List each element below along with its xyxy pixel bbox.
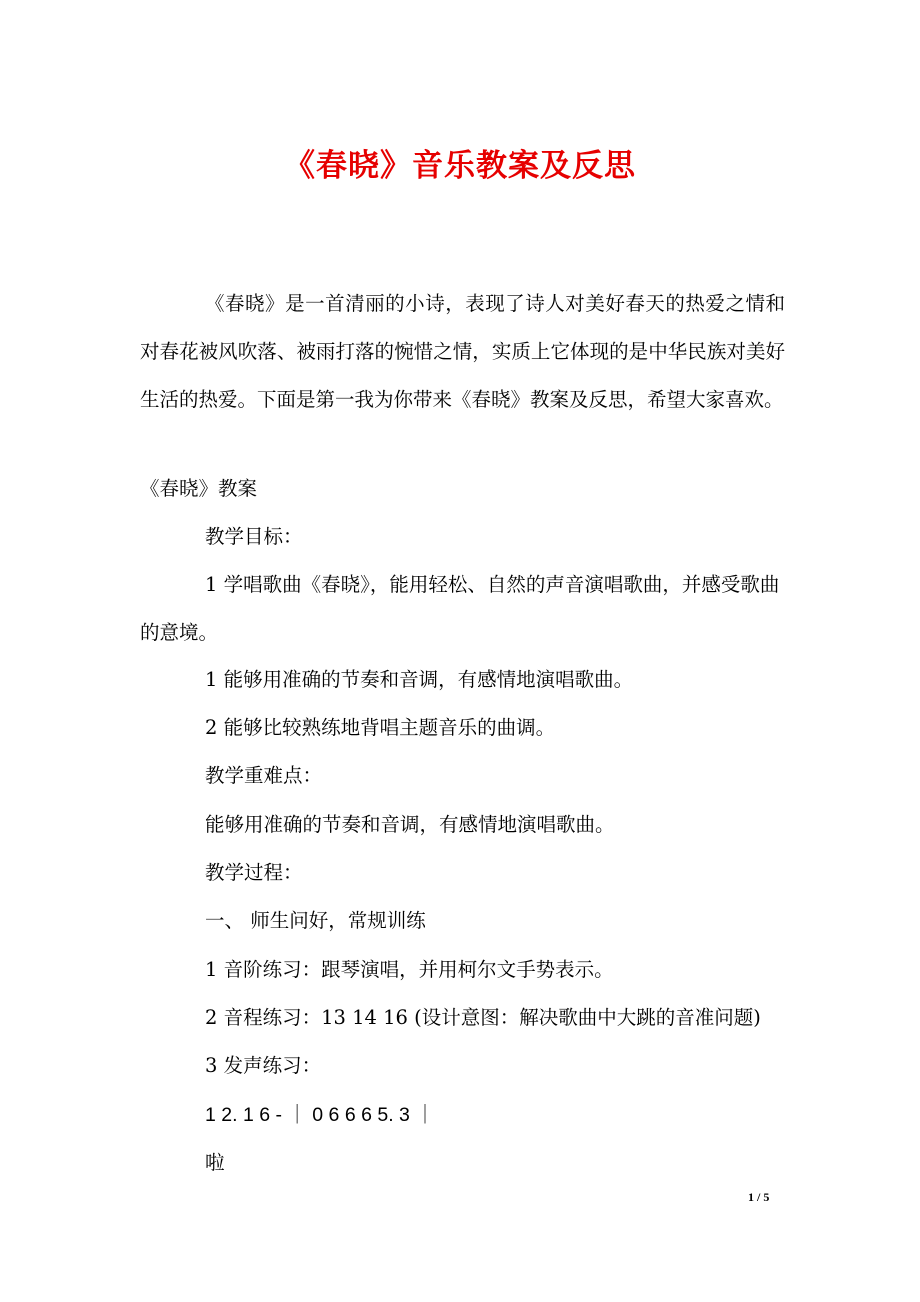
exercise-item-3: 3 发声练习： [205, 1054, 322, 1077]
page-number: 1 / 5 [748, 1190, 770, 1204]
process-step-1: 一、 师生问好，常规训练 [205, 909, 426, 932]
lyric-text: 啦 [205, 1151, 225, 1174]
music-notation: 1 2. 1 6 - ｜ 0 6 6 6 5. 3 ｜ [205, 1104, 435, 1126]
objective-item-2: 1 能够用准确的节奏和音调，有感情地演唱歌曲。 [205, 668, 634, 691]
objective-item-3: 2 能够比较熟练地背唱主题音乐的曲调。 [205, 716, 556, 739]
section-heading: 《春晓》教案 [140, 477, 258, 500]
exercise-item-2: 2 音程练习：13 14 16 (设计意图：解决歌曲中大跳的音准问题) [205, 1006, 761, 1029]
objective-item-1: 1 学唱歌曲《春晓》，能用轻松、自然的声音演唱歌曲，并感受歌曲的意境。 [140, 573, 780, 644]
document-title: 《春晓》音乐教案及反思 [284, 148, 636, 184]
exercise-item-1: 1 音阶练习：跟琴演唱，并用柯尔文手势表示。 [205, 958, 614, 981]
key-points-text: 能够用准确的节奏和音调，有感情地演唱歌曲。 [205, 813, 615, 836]
intro-paragraph: 《春晓》是一首清丽的小诗，表现了诗人对美好春天的热爱之情和对春花被风吹落、被雨打落的惋惜之情，实质上它体现的是中华民族对美好生活的热爱。下面是第一我为你带来《春晓》教案及反思，希望大家喜欢。 [140, 292, 785, 411]
objectives-heading: 教学目标： [205, 525, 303, 548]
key-points-heading: 教学重难点： [205, 764, 323, 787]
process-heading: 教学过程： [205, 861, 303, 884]
